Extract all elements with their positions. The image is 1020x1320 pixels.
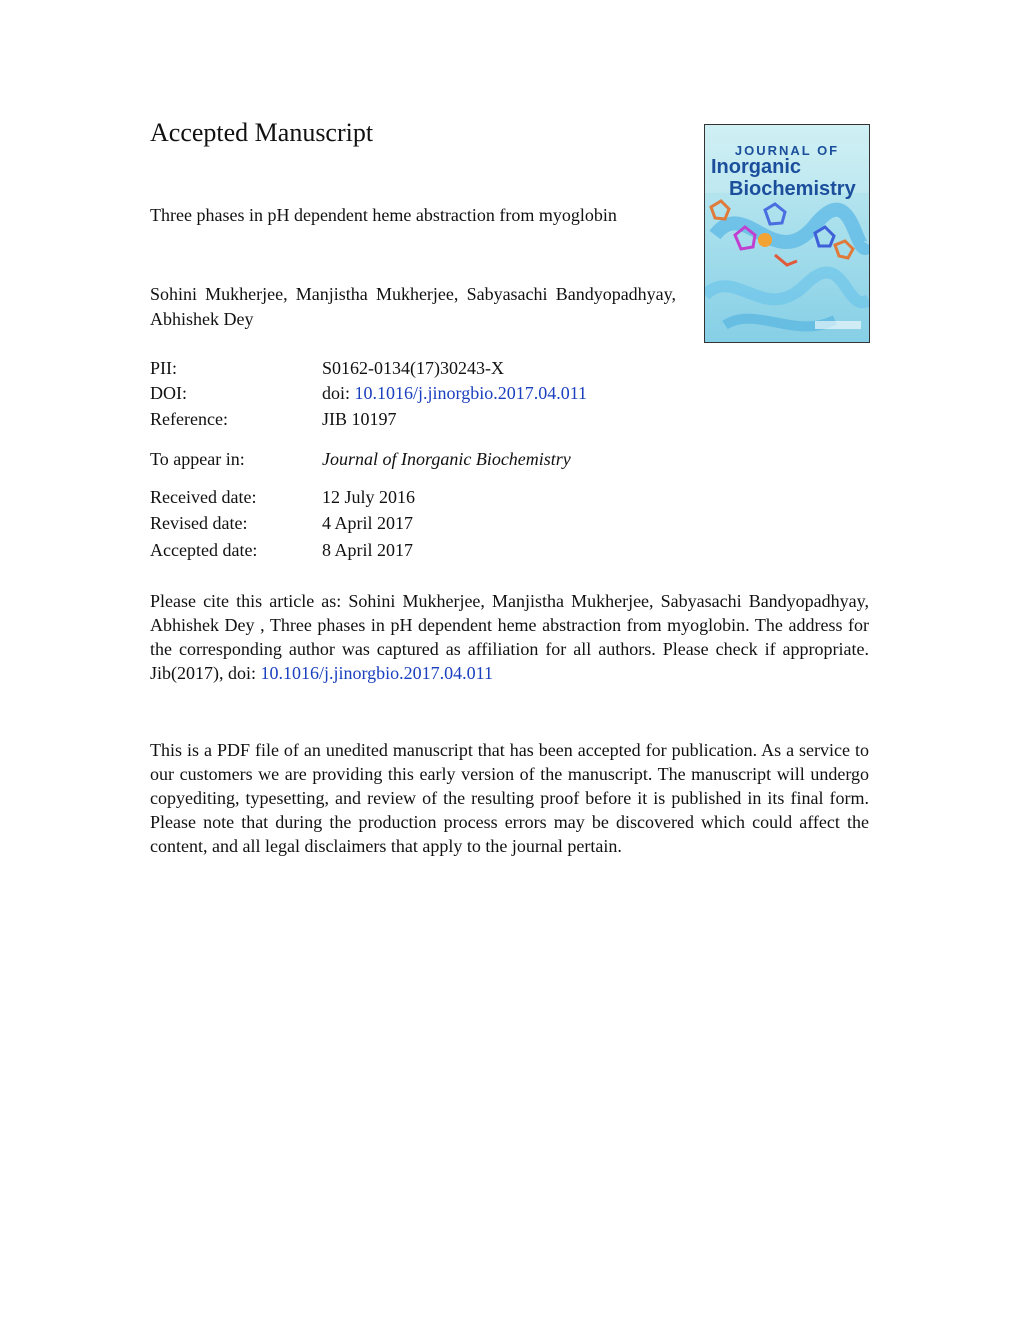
citation-text: Please cite this article as: Sohini Mukherjee, Manjistha Mukherjee, Sabyasachi Bandyopadhyay, Abhishek Dey , Three phases in pH dependent heme abstraction from myoglobin. The address for the corresponding author was captured as affiliation for all authors. Please check if appropriate. Jib(2017), doi: <box>150 591 869 683</box>
journal-cover <box>704 124 870 343</box>
meta-label: DOI: <box>150 383 187 403</box>
meta-value: 8 April 2017 <box>322 540 414 560</box>
meta-label: Accepted date: <box>150 540 258 560</box>
cover-journal-line2: Inorganic <box>711 156 802 178</box>
author-list: Sohini Mukherjee, Manjistha Mukherjee, Sabyasachi Bandyopadhyay, Abhishek Dey <box>150 284 676 329</box>
meta-value: JIB 10197 <box>322 409 397 429</box>
meta-label: Revised date: <box>150 513 248 533</box>
meta-label: To appear in: <box>150 449 245 469</box>
publisher-logo <box>815 321 861 329</box>
doi-prefix: doi: <box>322 383 351 403</box>
citation-doi-link[interactable]: 10.1016/j.jinorgbio.2017.04.011 <box>260 663 494 683</box>
meta-value: S0162-0134(17)30243-X <box>322 358 504 378</box>
article-title: Three phases in pH dependent heme abstraction from myoglobin <box>150 205 617 225</box>
meta-value: 4 April 2017 <box>322 513 414 533</box>
citation-paragraph <box>150 589 869 685</box>
doi-link[interactable]: 10.1016/j.jinorgbio.2017.04.011 <box>354 383 588 403</box>
cover-journal-line1: JOURNAL OF <box>734 143 840 158</box>
meta-label: Received date: <box>150 487 257 507</box>
iron-atom <box>758 233 772 247</box>
meta-label: PII: <box>150 358 177 378</box>
meta-value: 12 July 2016 <box>322 487 416 507</box>
disclaimer-paragraph: This is a PDF file of an unedited manuscript that has been accepted for publication. As a service to our customers we are providing this early version of the manuscript. The manuscript will undergo copyediting, typesetting, and review of the resulting proof before it is published in its final form. Please note that during the production process errors may be discovered which could affect the content, and all legal disclaimers that apply to the journal pertain. <box>150 740 869 856</box>
manuscript-header: Accepted Manuscript <box>150 118 374 147</box>
meta-label: Reference: <box>150 409 228 429</box>
cover-journal-line3: Biochemistry <box>729 178 856 200</box>
journal-name: Journal of Inorganic Biochemistry <box>322 449 571 469</box>
